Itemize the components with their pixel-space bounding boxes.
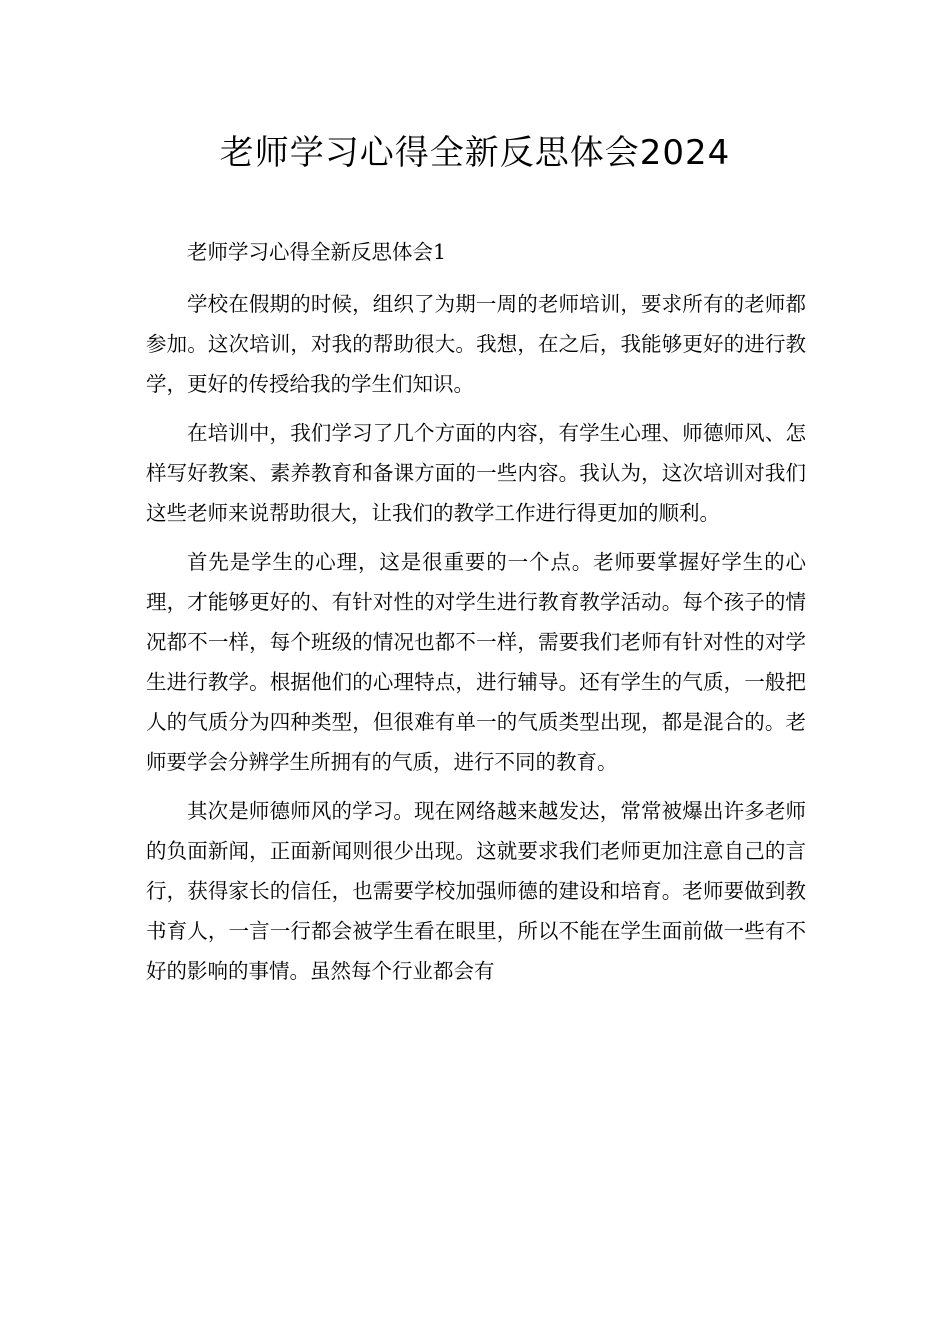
paragraph-4: 其次是师德师风的学习。现在网络越来越发达，常常被爆出许多老师的负面新闻，正面新闻则很少出现。这就要求我们老师更加注意自己的言行，获得家长的信任，也需要学校加强师德的建设和培育。老师要做到教书育人，一言一行都会被学生看在眼里，所以不能在学生面前做一些有不好的影响的事情。虽然每个行业都会有 <box>146 799 806 983</box>
paragraph-1: 学校在假期的时候，组织了为期一周的老师培训，要求所有的老师都参加。这次培训，对我的帮助很大。我想，在之后，我能够更好的进行教学，更好的传授给我的学生们知识。 <box>146 292 806 396</box>
paragraph-2: 在培训中，我们学习了几个方面的内容，有学生心理、师德师风、怎样写好教案、素养教育和备课方面的一些内容。我认为，这次培训对我们这些老师来说帮助很大，让我们的教学工作进行得更加的顺利。 <box>146 421 806 525</box>
document-body <box>146 232 806 1000</box>
section-heading: 老师学习心得全新反思体会1 <box>187 240 447 264</box>
document-title: 老师学习心得全新反思体会2024 <box>219 133 731 173</box>
paragraph-3: 首先是学生的心理，这是很重要的一个点。老师要掌握好学生的心理，才能够更好的、有针对性的对学生进行教育教学活动。每个孩子的情况都不一样，每个班级的情况也都不一样，需要我们老师有针对性的对学生进行教学。根据他们的心理特点，进行辅导。还有学生的气质，一般把人的气质分为四种类型，但很难有单一的气质类型出现，都是混合的。老师要学会分辨学生所拥有的气质，进行不同的教育。 <box>146 550 806 774</box>
